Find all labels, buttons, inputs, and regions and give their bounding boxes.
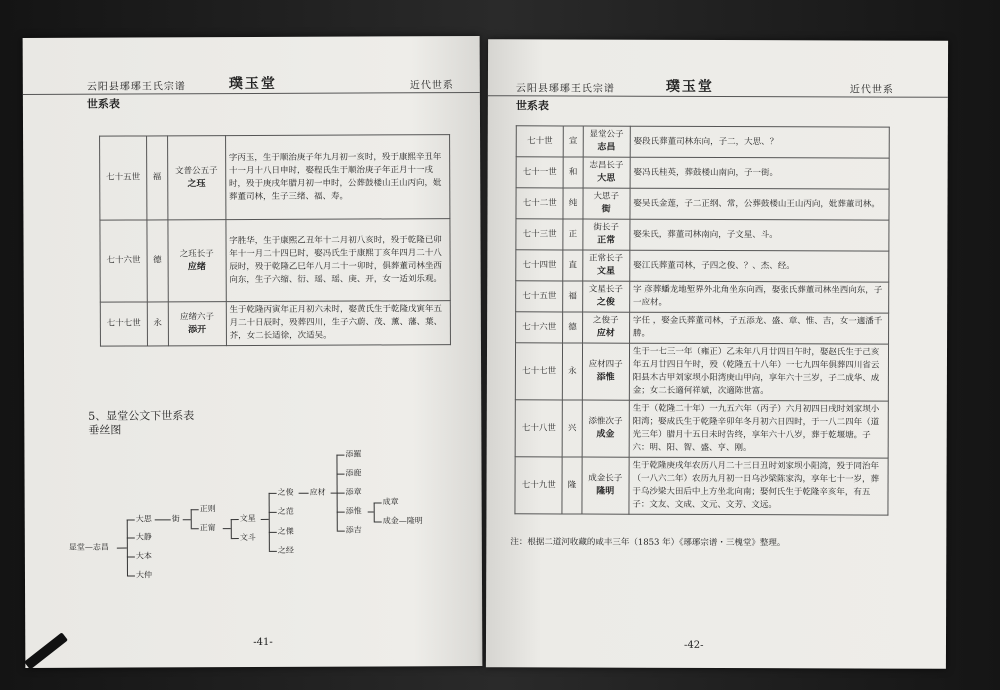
description-cell: 生于（乾隆二十年）一九五六年（丙子）六月初四日戌时刘家坝小阳湾；娶成氏生于乾隆辛卯年冬月初六日四时，于一八二四年（道光三年）腊月十五日未时告终，享年六十八岁，葬于乾堰塘。子六：明、阳、智、盛、亨、刚。 [629, 400, 888, 458]
tree-line [183, 519, 191, 520]
name-prefix: 之珏长子 [179, 248, 214, 259]
name-prefix: 显堂公子 [589, 129, 624, 140]
header-left-text: 云阳县琊琊王氏宗谱 [515, 83, 615, 95]
name-prefix: 大思子 [593, 191, 620, 202]
tree-line [269, 551, 277, 552]
person-name: 应绪 [187, 261, 206, 272]
generation-char-cell: 正 [563, 219, 582, 250]
name-prefix: 添惟次子 [588, 416, 623, 427]
header-right-text: 近代世系 [409, 80, 454, 92]
generation-char-cell: 福 [563, 281, 582, 312]
header-logo: 璞玉堂 [665, 78, 714, 95]
person-name: 添开 [188, 324, 207, 335]
generation-char-cell: 宣 [564, 126, 583, 157]
description-cell: 生于乾隆丙寅年正月初六未时，娶黄氏生于乾隆戊寅年五月二十日辰时，殁葬四川，生子六蔚、茂、薰、藩、葉、芥，女二长适徐，次适吴。 [226, 301, 450, 346]
name-cell [582, 250, 629, 281]
person-name: 添惟 [596, 372, 615, 383]
name-prefix: 应绪六子 [180, 311, 215, 322]
person-name: 志昌 [597, 142, 616, 153]
person-name: 成金 [596, 429, 615, 440]
tree-node: 添惟 [345, 506, 362, 516]
person-name: 之俊 [596, 297, 615, 308]
tree-line [127, 520, 135, 521]
section-5-title: 5、显堂公文下世系表 [88, 409, 195, 423]
table-row [516, 188, 889, 220]
name-prefix: 志昌长子 [589, 160, 624, 171]
tree-line [269, 493, 277, 494]
table-row [516, 126, 889, 158]
tree-node: 添羅 [345, 449, 362, 459]
name-cell [583, 126, 630, 157]
generation-cell: 七十六世 [100, 220, 147, 302]
generation-cell: 七十五世 [100, 136, 147, 220]
tree-node: 街 [171, 514, 180, 524]
tree-line [191, 509, 199, 510]
tree-line [127, 520, 128, 576]
table-row [516, 312, 889, 344]
tree-node: 正则 [199, 504, 216, 514]
generation-char-cell: 永 [563, 343, 582, 400]
name-prefix: 正常长子 [589, 253, 624, 264]
tree-node: 大仲 [135, 570, 152, 580]
tree-line [299, 493, 309, 494]
person-name: 正常 [597, 235, 616, 246]
table-row [516, 219, 889, 251]
tree-node: 大本 [135, 551, 152, 561]
page-number: -42- [683, 639, 704, 651]
description-cell: 字丙玉，生于顺治庚子年九月初一亥时，殁于康熙辛丑年十一月十八日申时，娶程氏生于顺治庚子年正月十一戌时，殁于庚戌年腊月初一申时，公葬鼓楼山王山丙向，妣葬董司林，生子三绪、福、寿。 [225, 135, 450, 220]
tree-node: 成金—隆明 [382, 516, 423, 526]
name-prefix: 成金长子 [588, 473, 623, 484]
tree-node: 正甯 [199, 523, 216, 533]
name-cell [582, 343, 630, 400]
name-cell [582, 281, 629, 312]
table-row [516, 250, 889, 282]
name-prefix: 应材四子 [588, 359, 623, 370]
tree-node: 大静 [135, 532, 152, 542]
generation-char-cell: 直 [563, 250, 582, 281]
generation-cell: 七十八世 [515, 400, 563, 457]
tree-line [269, 493, 270, 551]
tree-line [374, 521, 382, 522]
table-row [515, 457, 888, 515]
tree-node: 之经 [277, 545, 294, 555]
tree-node: 成章 [382, 497, 399, 507]
tree-line [269, 512, 277, 513]
tree-node: 之俊 [277, 487, 294, 497]
description-cell: 娶段氏葬董司林东向，子二，大思、？ [630, 126, 889, 158]
tree-line [231, 519, 232, 538]
name-prefix: 之俊子 [593, 315, 619, 326]
tree-node: 添鹿 [345, 468, 362, 478]
table-row [515, 400, 888, 458]
tree-node: 之傑 [277, 526, 294, 536]
generation-char-cell: 永 [147, 302, 168, 346]
generation-cell: 七十三世 [516, 219, 563, 250]
tree-node: 添吉 [345, 525, 362, 535]
generation-char-cell: 福 [146, 136, 167, 220]
description-cell: 字胜华，生于康熙乙丑年十二月初八亥时，殁于乾隆已卯年十一月二十四巳时，娶冯氏生于康熙丁亥年四月二十八辰时，殁于乾隆乙巳年八月二十一卯时，俱葬董司林坐西向东，生子六缩、衍、瑶、瑶、庚、开，女一适刘乐观。 [226, 219, 451, 302]
section-title: 世系表 [86, 97, 120, 111]
generation-char-cell: 德 [147, 220, 168, 302]
description-cell: 娶冯氏桂英，葬鼓楼山南向，子一街。 [630, 157, 889, 189]
name-prefix: 街长子 [593, 222, 619, 233]
name-cell [582, 400, 630, 457]
page-header [488, 77, 948, 98]
source-note: 注：根据二道河收藏的咸丰三年（1853 年）《琊琊宗谱・三槐堂》整理。 [510, 537, 786, 549]
description-cell: 字 彦葬蟠龙地堑界外北角坐东向西，娶张氏葬董司林坐西向东，子一应材。 [630, 281, 889, 313]
tree-line [337, 474, 345, 475]
genealogy-table-right [514, 125, 889, 515]
generation-cell: 七十六世 [516, 312, 563, 343]
tree-line [336, 455, 344, 456]
name-cell [582, 312, 629, 343]
tree-root: 显堂—志昌 [68, 542, 109, 552]
person-name: 大思 [597, 173, 616, 184]
name-cell [582, 219, 629, 250]
tree-line [191, 509, 192, 528]
tree-line [127, 576, 135, 577]
generation-cell: 七十二世 [516, 188, 563, 219]
header-left-text: 云阳县琊琊王氏宗谱 [86, 81, 186, 93]
generation-cell: 七十世 [516, 126, 563, 157]
section-title: 世系表 [515, 99, 549, 113]
tree-line [155, 519, 171, 520]
tree-line [117, 548, 127, 549]
header-right-text: 近代世系 [849, 84, 894, 96]
tree-line [223, 528, 231, 529]
section-5-subtitle: 垂丝图 [88, 423, 122, 437]
tree-line [191, 528, 199, 529]
generation-char-cell: 隆 [562, 457, 581, 514]
generation-cell: 七十四世 [516, 250, 563, 281]
generation-cell: 七十七世 [100, 302, 147, 346]
description-cell: 生于一七三一年（雍正）乙未年八月廿四日午时，娶赵氏生于己亥年五月廿四日午时，殁（乾隆五十八年）一七九四年俱葬四川省云阳县木古甲刘家坝小阳湾庚山甲向，享年六十三岁，子二成华、成金；女二长適何祥斌，次適陈世富。 [629, 343, 888, 401]
tree-line [374, 502, 382, 503]
description-cell: 生于乾隆庚戌年农历八月二十三日丑时刘家坝小阳湾，殁于同治年（一八六二年）农历九月初一日乌沙梁陈家沟，享年七十一岁，葬于乌沙梁大田后中上方坐北向南；娶何氏生于乾隆辛亥年，有五子：文友、文成、文元、文芳、文远。 [629, 457, 888, 515]
tree-node: 应材 [309, 487, 326, 497]
right-page [486, 39, 948, 669]
tree-line [337, 531, 345, 532]
name-prefix: 文星长子 [588, 284, 623, 295]
tree-line [374, 502, 375, 521]
page-number: -41- [253, 636, 273, 648]
tree-line [337, 493, 345, 494]
left-page [23, 36, 483, 668]
tree-line [231, 519, 239, 520]
description-cell: 娶吴氏金莲，子二正纲、常，公葬鼓楼山王山丙向，妣葬董司林。 [630, 188, 889, 220]
description-cell: 娶朱氏，葬董司林南向，子文星、斗。 [630, 219, 889, 251]
generation-char-cell: 和 [563, 157, 582, 188]
generation-char-cell: 德 [563, 312, 582, 343]
tree-line [337, 512, 345, 513]
description-cell: 字任 ，娶金氏葬董司林，子五添龙、盛、章、惟、吉，女一適潘千勝。 [629, 312, 888, 344]
generation-cell: 七十九世 [515, 457, 563, 514]
tree-node: 添章 [345, 487, 362, 497]
tree-node: 文斗 [239, 532, 256, 543]
person-name: 隆明 [596, 486, 615, 497]
lineage-tree [23, 36, 483, 668]
generation-char-cell: 兴 [563, 400, 582, 457]
generation-cell: 七十一世 [516, 157, 563, 188]
tree-line [261, 519, 269, 520]
description-cell: 娶江氏葬董司林，子四之俊、？、杰、经。 [630, 250, 889, 282]
tree-node: 大思 [135, 514, 152, 524]
tree-line [231, 538, 239, 539]
generation-cell: 七十五世 [516, 281, 563, 312]
person-name: 文星 [596, 266, 616, 277]
table-row [516, 157, 889, 189]
generation-cell: 七十七世 [515, 343, 563, 400]
generation-char-cell: 纯 [563, 188, 582, 219]
name-prefix: 文普公五子 [175, 165, 218, 176]
name-cell [581, 457, 629, 514]
name-cell [583, 157, 630, 188]
tree-line [269, 532, 277, 533]
tree-node: 之范 [277, 506, 294, 516]
header-logo: 璞玉堂 [228, 75, 277, 93]
tree-line [127, 557, 135, 558]
name-cell [582, 188, 629, 219]
person-name: 应材 [596, 328, 615, 339]
tree-node: 文星 [239, 513, 256, 524]
table-row [516, 281, 889, 313]
person-name: 之珏 [187, 178, 206, 189]
person-name: 街 [601, 204, 611, 215]
tree-line [127, 538, 135, 539]
table-row [515, 343, 888, 401]
